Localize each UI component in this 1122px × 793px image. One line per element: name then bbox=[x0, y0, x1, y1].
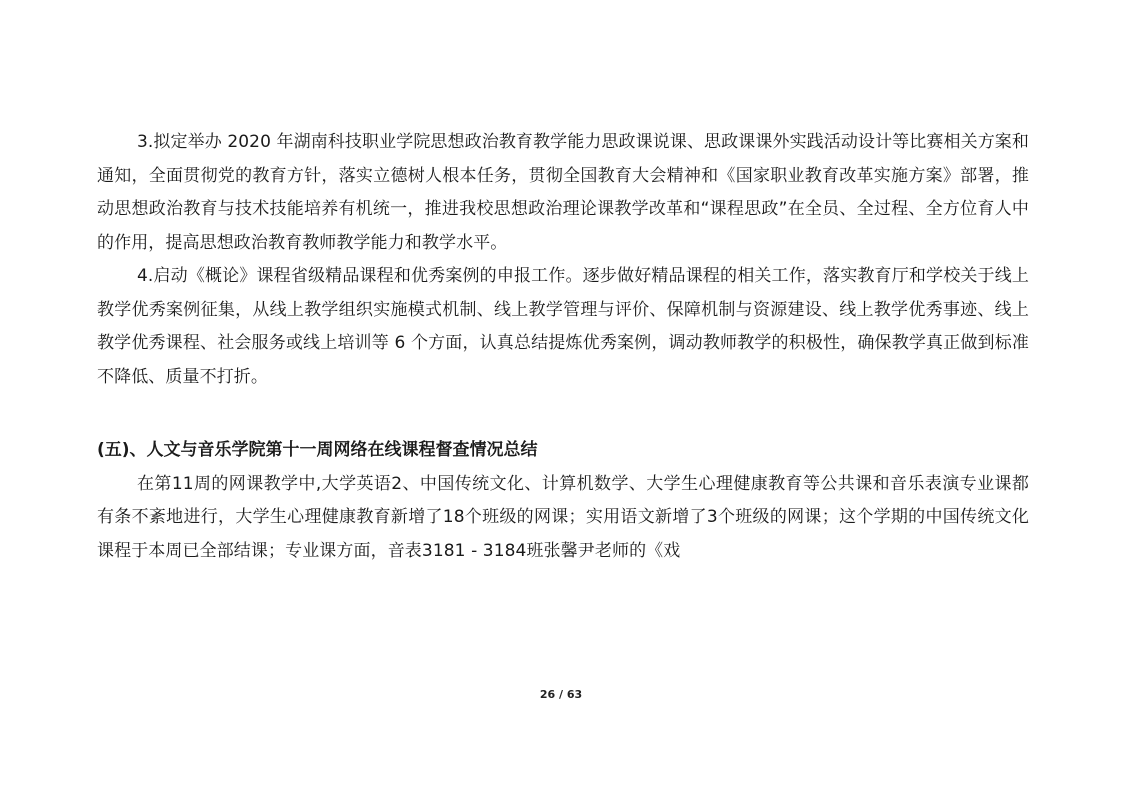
section-paragraph: 在第11周的网课教学中,大学英语2、中国传统文化、计算机数学、大学生心理健康教育等公共课和音乐表演专业课都有条不紊地进行，大学生心理健康教育新增了18个班级的网课；实用语文新增了3个班级的网课；这个学期的中国传统文化课程于本周已全部结课；专业课方面，音表3181 - 3184班张馨尹老师的《戏 bbox=[97, 473, 1029, 561]
section-spacer bbox=[97, 394, 1029, 434]
paragraph-item-4: 4.启动《概论》课程省级精品课程和优秀案例的申报工作。逐步做好精品课程的相关工作，落实教育厅和学校关于线上教学优秀案例征集，从线上教学组织实施模式机制、线上教学管理与评价、保障机制与资源建设、线上教学优秀事迹、线上教学优秀课程、社会服务或线上培训等 6 个方面，认真总结提炼优秀案例，调动教师教学的积极性，确保教学真正做到标准不降低、质量不打折。 bbox=[97, 266, 1029, 387]
page-number: 26 / 63 bbox=[539, 688, 583, 701]
page-content bbox=[97, 126, 1029, 568]
paragraph-item-3: 3.拟定举办 2020 年湖南科技职业学院思想政治教育教学能力思政课说课、思政课课外实践活动设计等比赛相关方案和通知，全面贯彻党的教育方针，落实立德树人根本任务，贯彻全国教育大会精神和《国家职业教育改革实施方案》部署，推动思想政治教育与技术技能培养有机统一，推进我校思想政治理论课教学改革和“课程思政”在全员、全过程、全方位育人中的作用，提高思想政治教育教师教学能力和教学水平。 bbox=[97, 132, 1029, 253]
section-heading: (五)、人文与音乐学院第十一周网络在线课程督查情况总结 bbox=[97, 440, 538, 460]
